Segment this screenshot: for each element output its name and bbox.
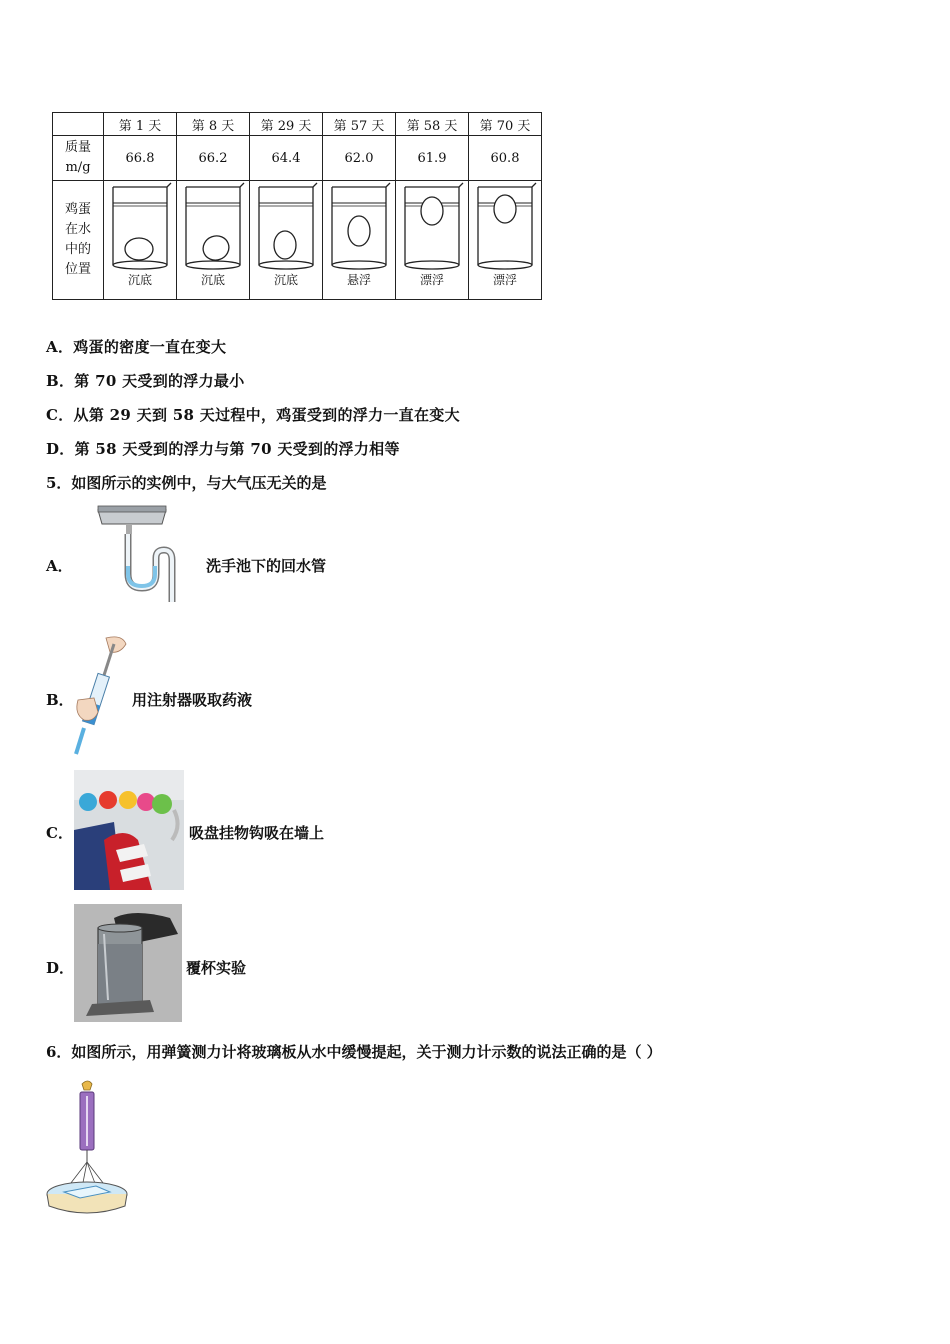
- beaker-cell: [250, 181, 323, 300]
- beaker-sink-icon: [180, 181, 246, 273]
- beaker-cell: [469, 181, 542, 300]
- spring-scale-glass-plate-icon: [44, 1078, 132, 1218]
- mass-value: 66.2: [177, 136, 250, 181]
- day-header: 第 57 天: [323, 113, 396, 136]
- table-corner: [53, 113, 104, 136]
- beaker-float-icon: [472, 181, 538, 273]
- q4-option-d: D．第 58 天受到的浮力与第 70 天受到的浮力相等: [46, 440, 400, 458]
- q5-b-letter: B．: [46, 691, 74, 709]
- q5-a-letter: A．: [46, 557, 73, 575]
- day-header: 第 1 天: [104, 113, 177, 136]
- q5-c-caption: 吸盘挂物钩吸在墙上: [189, 824, 325, 842]
- q5-d-letter: D．: [46, 959, 75, 977]
- sink-drain-pipe-icon: [94, 504, 184, 604]
- inverted-cup-photo: [74, 904, 182, 1022]
- mass-row-header: 质量 m/g: [53, 136, 104, 181]
- beaker-cell: [177, 181, 250, 300]
- mass-value: 62.0: [323, 136, 396, 181]
- suction-hook-photo: [74, 770, 184, 890]
- q6-stem: 6．如图所示，用弹簧测力计将玻璃板从水中缓慢提起，关于测力计示数的说法正确的是（ ）: [46, 1043, 662, 1061]
- q4-option-a: A．鸡蛋的密度一直在变大: [46, 338, 227, 356]
- beaker-cell: [323, 181, 396, 300]
- q5-a-caption: 洗手池下的回水管: [206, 557, 327, 575]
- q5-c-letter: C．: [46, 824, 73, 842]
- egg-state: 沉底: [200, 273, 225, 287]
- position-row-header: 鸡蛋 在水 中的 位置: [53, 181, 104, 300]
- beaker-sink-icon: [107, 181, 173, 273]
- beaker-sink-icon: [253, 181, 319, 273]
- egg-state: 悬浮: [346, 273, 371, 287]
- egg-data-table: [52, 112, 542, 300]
- day-header: 第 29 天: [250, 113, 323, 136]
- day-header: 第 58 天: [396, 113, 469, 136]
- q5-stem: 5．如图所示的实例中，与大气压无关的是: [46, 474, 327, 492]
- day-header: 第 8 天: [177, 113, 250, 136]
- beaker-cell: [396, 181, 469, 300]
- mass-value: 61.9: [396, 136, 469, 181]
- egg-state: 漂浮: [492, 273, 517, 287]
- beaker-suspend-icon: [326, 181, 392, 273]
- mass-value: 66.8: [104, 136, 177, 181]
- mass-value: 60.8: [469, 136, 542, 181]
- q4-option-b: B．第 70 天受到的浮力最小: [46, 372, 245, 390]
- q4-option-c: C．从第 29 天到 58 天过程中，鸡蛋受到的浮力一直在变大: [46, 406, 460, 424]
- beaker-float-icon: [399, 181, 465, 273]
- mass-value: 64.4: [250, 136, 323, 181]
- day-header: 第 70 天: [469, 113, 542, 136]
- syringe-icon: [70, 634, 132, 758]
- egg-state: 沉底: [273, 273, 298, 287]
- egg-state: 沉底: [127, 273, 152, 287]
- egg-state: 漂浮: [419, 273, 444, 287]
- q5-b-caption: 用注射器吸取药液: [132, 691, 253, 709]
- beaker-cell: [104, 181, 177, 300]
- q5-d-caption: 覆杯实验: [186, 959, 247, 977]
